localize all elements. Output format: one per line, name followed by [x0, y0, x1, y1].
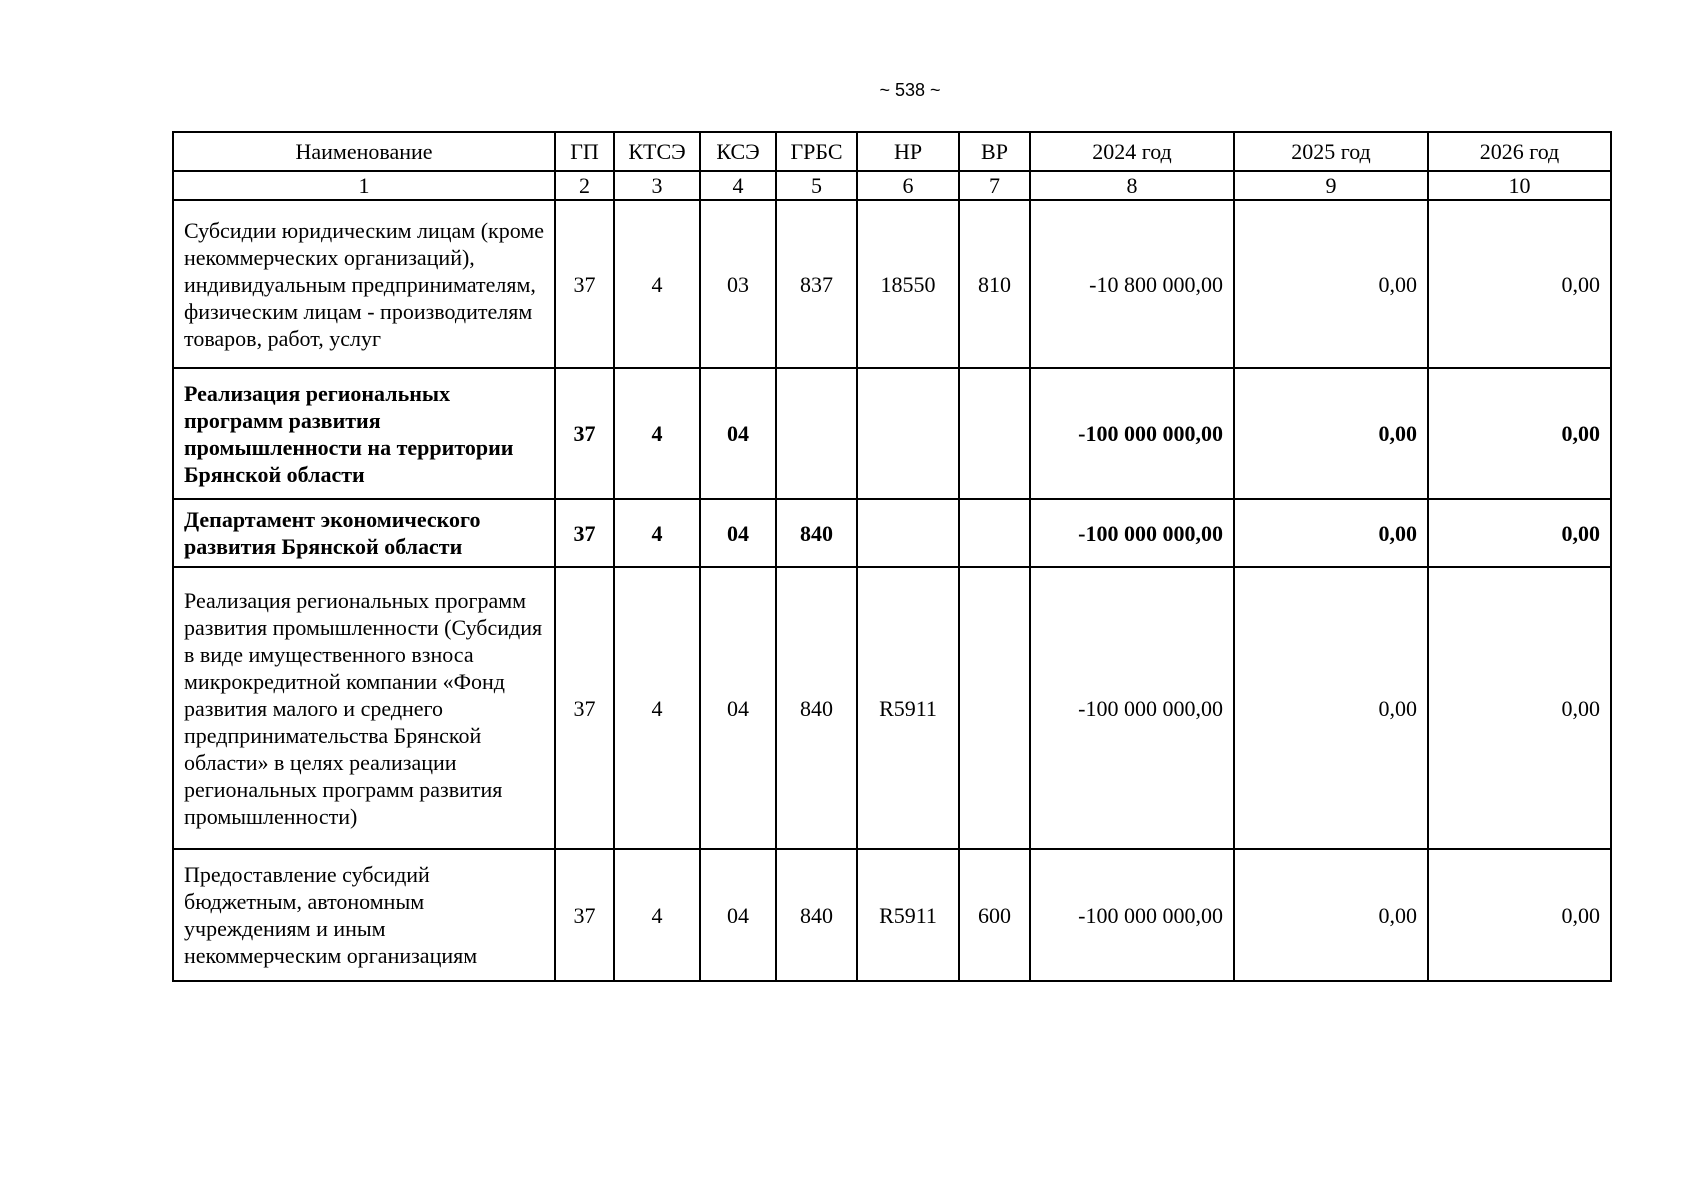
column-number: 8	[1030, 171, 1234, 200]
table-row	[173, 200, 1611, 368]
row-amount-2026: 0,00	[1428, 368, 1611, 499]
budget-table	[172, 131, 1612, 982]
row-amount-2024: -100 000 000,00	[1030, 499, 1234, 567]
row-gp: 37	[555, 200, 614, 368]
table-row	[173, 567, 1611, 849]
header-grbs: ГРБС	[776, 132, 857, 171]
row-amount-2026: 0,00	[1428, 499, 1611, 567]
row-amount-2024: -100 000 000,00	[1030, 368, 1234, 499]
row-ktse: 4	[614, 368, 700, 499]
column-number-row	[173, 171, 1611, 200]
row-ktse: 4	[614, 567, 700, 849]
row-amount-2025: 0,00	[1234, 200, 1428, 368]
row-gp: 37	[555, 368, 614, 499]
row-amount-2025: 0,00	[1234, 499, 1428, 567]
row-name: Реализация региональных программ развития промышленности (Субсидия в виде имущественного взноса микрокредитной компании «Фонд развития малого и среднего предпринимательства Брянской области» в целях реализации региональных программ развития промышленности)	[173, 567, 555, 849]
row-grbs: 840	[776, 499, 857, 567]
row-nr	[857, 499, 959, 567]
column-number: 9	[1234, 171, 1428, 200]
row-nr: R5911	[857, 567, 959, 849]
row-kse: 03	[700, 200, 776, 368]
header-vr: ВР	[959, 132, 1030, 171]
column-number: 3	[614, 171, 700, 200]
row-vr	[959, 567, 1030, 849]
header-gp: ГП	[555, 132, 614, 171]
row-vr	[959, 499, 1030, 567]
header-2024: 2024 год	[1030, 132, 1234, 171]
row-amount-2025: 0,00	[1234, 368, 1428, 499]
column-number: 5	[776, 171, 857, 200]
header-nr: НР	[857, 132, 959, 171]
column-number: 6	[857, 171, 959, 200]
table-row	[173, 499, 1611, 567]
header-ktse: КТСЭ	[614, 132, 700, 171]
header-row	[173, 132, 1611, 171]
header-kse: КСЭ	[700, 132, 776, 171]
header-2026: 2026 год	[1428, 132, 1611, 171]
row-name: Департамент экономического развития Брянской области	[173, 499, 555, 567]
row-grbs: 840	[776, 849, 857, 981]
row-amount-2026: 0,00	[1428, 849, 1611, 981]
row-nr: 18550	[857, 200, 959, 368]
row-vr	[959, 368, 1030, 499]
row-ktse: 4	[614, 200, 700, 368]
row-kse: 04	[700, 368, 776, 499]
row-amount-2024: -100 000 000,00	[1030, 849, 1234, 981]
row-amount-2025: 0,00	[1234, 849, 1428, 981]
header-2025: 2025 год	[1234, 132, 1428, 171]
row-amount-2026: 0,00	[1428, 200, 1611, 368]
row-gp: 37	[555, 499, 614, 567]
row-kse: 04	[700, 499, 776, 567]
row-nr	[857, 368, 959, 499]
row-name: Реализация региональных программ развития промышленности на территории Брянской области	[173, 368, 555, 499]
page-number: ~ 538 ~	[879, 80, 941, 100]
row-gp: 37	[555, 567, 614, 849]
row-kse: 04	[700, 567, 776, 849]
column-number: 4	[700, 171, 776, 200]
column-number: 2	[555, 171, 614, 200]
row-amount-2024: -100 000 000,00	[1030, 567, 1234, 849]
row-name: Субсидии юридическим лицам (кроме некоммерческих организаций), индивидуальным предпринимателям, физическим лицам - производителям товаров, работ, услуг	[173, 200, 555, 368]
row-vr: 810	[959, 200, 1030, 368]
row-grbs: 840	[776, 567, 857, 849]
row-name: Предоставление субсидий бюджетным, автономным учреждениям и иным некоммерческим организациям	[173, 849, 555, 981]
row-kse: 04	[700, 849, 776, 981]
table-row	[173, 849, 1611, 981]
row-amount-2024: -10 800 000,00	[1030, 200, 1234, 368]
table-row	[173, 368, 1611, 499]
row-nr: R5911	[857, 849, 959, 981]
column-number: 10	[1428, 171, 1611, 200]
row-ktse: 4	[614, 849, 700, 981]
row-grbs	[776, 368, 857, 499]
row-vr: 600	[959, 849, 1030, 981]
row-gp: 37	[555, 849, 614, 981]
row-amount-2025: 0,00	[1234, 567, 1428, 849]
row-grbs: 837	[776, 200, 857, 368]
header-name: Наименование	[173, 132, 555, 171]
column-number: 1	[173, 171, 555, 200]
column-number: 7	[959, 171, 1030, 200]
row-ktse: 4	[614, 499, 700, 567]
row-amount-2026: 0,00	[1428, 567, 1611, 849]
